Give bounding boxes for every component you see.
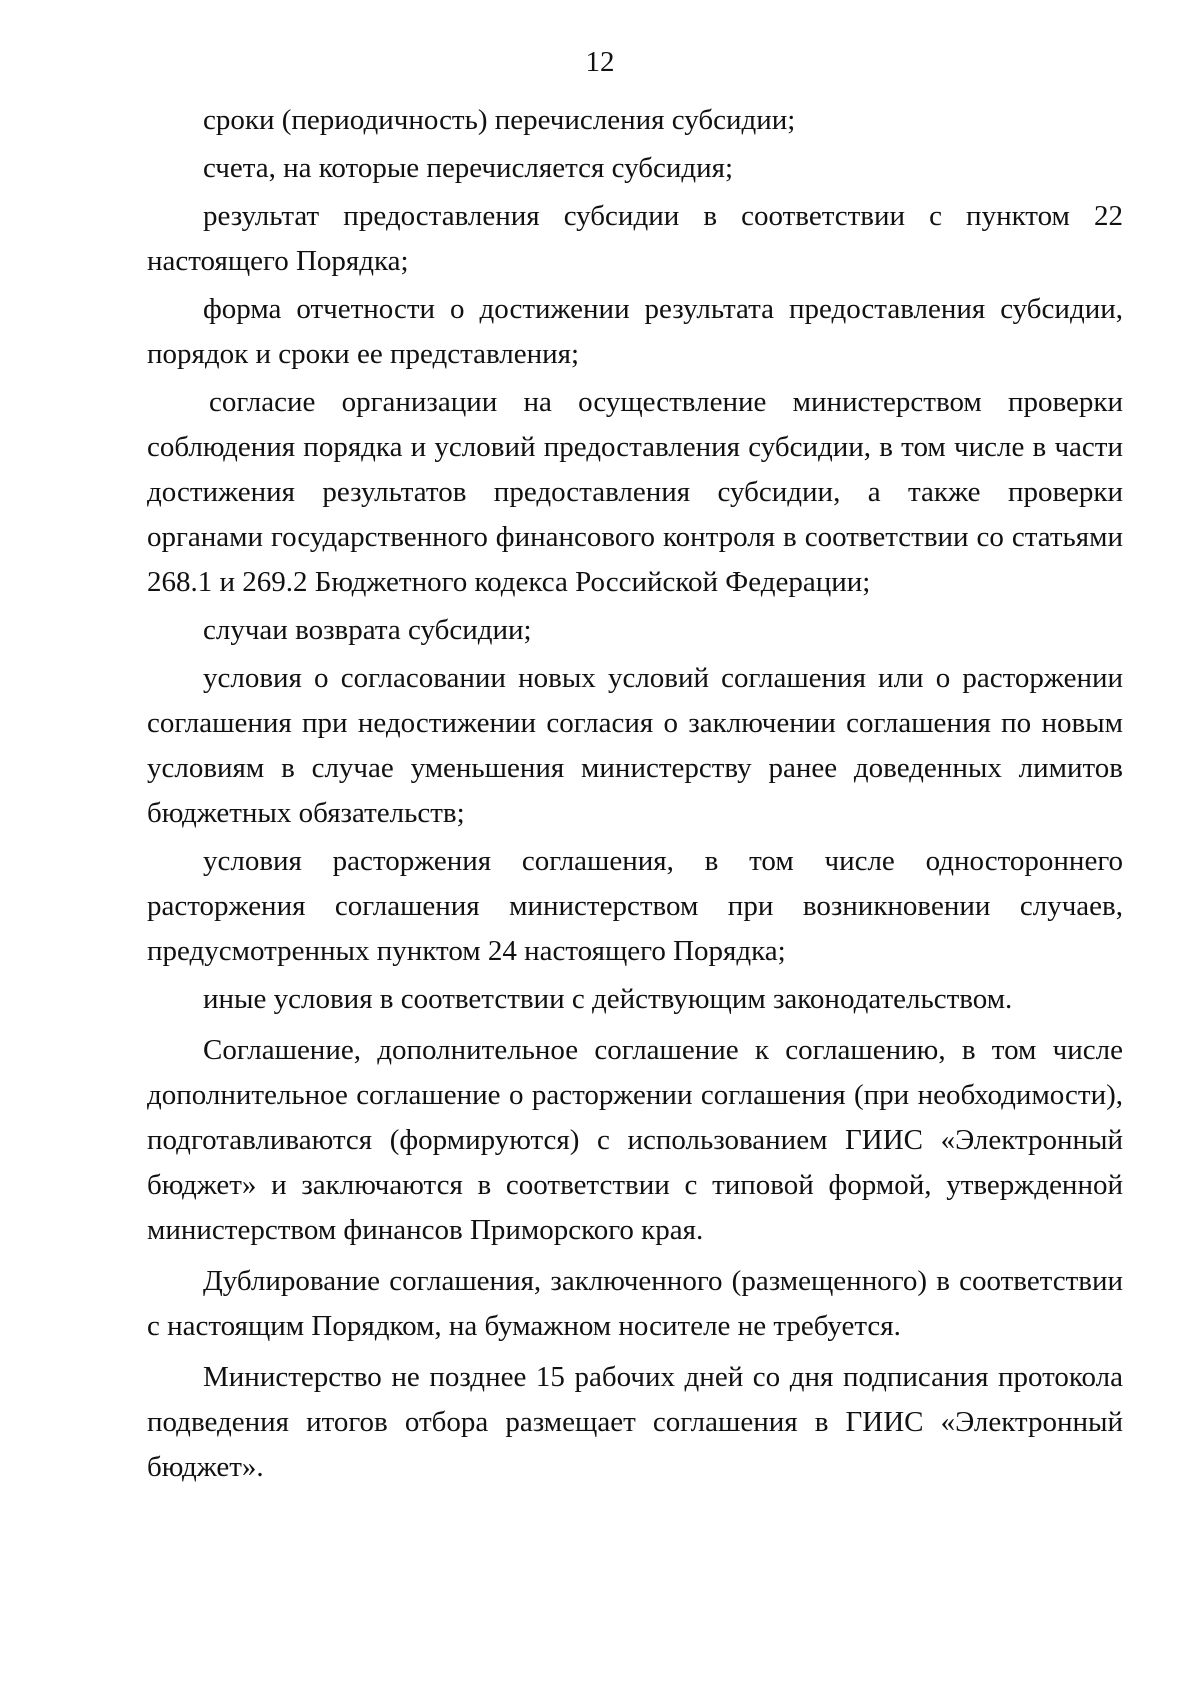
paragraph-termination-conditions: условия расторжения соглашения, в том числе одностороннего расторжения соглашения министерством при возникновении случаев, предусмотренных пунктом 24 настоящего Порядка;: [147, 845, 1123, 967]
page-number: 12: [585, 46, 615, 78]
paragraph-paper-duplication: Дублирование соглашения, заключенного (размещенного) в соответствии с настоящим Порядком, на бумажном носителе не требуется.: [147, 1265, 1123, 1342]
document-body: [147, 98, 1123, 1493]
paragraph-subsidy-accounts: счета, на которые перечисляется субсидия;: [203, 152, 734, 184]
paragraph-subsidy-return-cases: случаи возврата субсидии;: [203, 614, 532, 646]
paragraph-subsidy-result: результат предоставления субсидии в соответствии с пунктом 22 настоящего Порядка;: [147, 200, 1123, 277]
paragraph-reporting-form: форма отчетности о достижении результата предоставления субсидии, порядок и сроки ее представления;: [147, 293, 1123, 370]
paragraph-agreement-publication: Министерство не позднее 15 рабочих дней со дня подписания протокола подведения итогов отбора размещает соглашения в ГИИС «Электронный бюджет».: [147, 1361, 1123, 1483]
paragraph-subsidy-transfer-terms: сроки (периодичность) перечисления субсидии;: [203, 104, 796, 136]
paragraph-agreement-preparation: Соглашение, дополнительное соглашение к соглашению, в том числе дополнительное соглашение о расторжении соглашения (при необходимости), подготавливаются (формируются) с использованием ГИИС «Электронный бюджет» и заключаются в соответствии с типовой формой, утвержденной министерством финансов Приморского края.: [147, 1034, 1123, 1246]
paragraph-organization-consent: согласие организации на осуществление министерством проверки соблюдения порядка и условий предоставления субсидии, в том числе в части достижения результатов предоставления субсидии, а также проверки органами государственного финансового контроля в соответствии со статьями 268.1 и 269.2 Бюджетного кодекса Российской Федерации;: [147, 386, 1123, 598]
paragraph-other-conditions: иные условия в соответствии с действующим законодательством.: [203, 983, 1013, 1015]
paragraph-new-conditions-agreement: условия о согласовании новых условий соглашения или о расторжении соглашения при недостижении согласия о заключении соглашения по новым условиям в случае уменьшения министерству ранее доведенных лимитов бюджетных обязательств;: [147, 662, 1123, 829]
